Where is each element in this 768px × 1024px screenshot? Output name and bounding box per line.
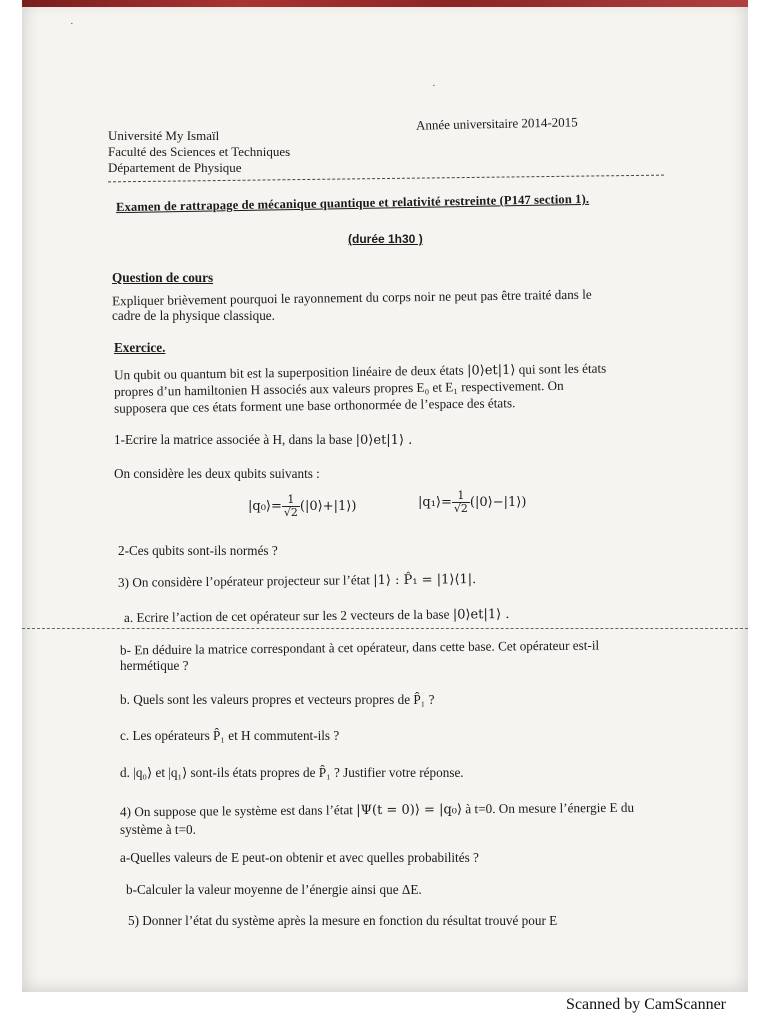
fraction-one-over-root2: $\frac{1}{√2}$ bbox=[283, 493, 298, 519]
question-3b-line2: hermétique ? bbox=[120, 658, 189, 673]
university-name: Université My Ismaïl bbox=[108, 128, 220, 143]
scan-speck: · bbox=[432, 80, 436, 92]
faculty-name: Faculté des Sciences et Techniques bbox=[108, 144, 291, 159]
exam-title: Examen de rattrapage de mécanique quantique et relativité restreinte (P147 section 1). bbox=[115, 191, 590, 215]
question-3a: a. Ecrire l’action de cet opérateur sur les 2 vecteurs de la base |0⟩et|1⟩ . bbox=[123, 606, 510, 626]
academic-year: Année universitaire 2014-2015 bbox=[415, 114, 578, 133]
question-1: 1-Ecrire la matrice associée à H, dans la base |0⟩et|1⟩ . bbox=[114, 432, 413, 448]
fold-line bbox=[22, 628, 748, 629]
scan-speck: · bbox=[70, 18, 74, 30]
qubit-q1-equation: |q₁⟩= $\frac{1}{√2}$ (|0⟩−|1⟩) bbox=[418, 489, 527, 515]
exercise-intro-line1: Un qubit ou quantum bit est la superposition linéaire de deux états |0⟩et|1⟩ qui sont les états bbox=[113, 360, 607, 383]
question-3c: c. Les opérateurs P̂₁ et H commutent-ils ? bbox=[120, 728, 340, 743]
exercise-intro-line3: supposera que ces états forment une base orthonormée de l’espace des états. bbox=[113, 395, 516, 416]
question-4-line2: système à t=0. bbox=[120, 822, 196, 837]
scanned-page bbox=[22, 0, 748, 992]
question-4-line1: 4) On suppose que le système est dans l’état |Ψ(t = 0)⟩ = |q₀⟩ à t=0. On mesure l’énergie E du bbox=[119, 799, 635, 820]
department-name: Département de Physique bbox=[108, 160, 242, 175]
question-4b: b-Calculer la valeur moyenne de l’énergie ainsi que ΔE. bbox=[126, 882, 422, 897]
question-3b-line1: b- En déduire la matrice correspondant à cet opérateur, dans cette base. Cet opérateur est-il bbox=[119, 637, 600, 658]
exercise-intro-line2: propres d’un hamiltonien H associés aux valeurs propres E₀ et E₁ respectivement. On bbox=[113, 377, 564, 400]
exam-duration: (durée 1h30 ) bbox=[348, 232, 423, 246]
course-question-heading: Question de cours bbox=[112, 270, 214, 285]
fraction-one-over-root2: $\frac{1}{√2}$ bbox=[453, 489, 468, 515]
qubit-q0-equation: |q₀⟩= $\frac{1}{√2}$ (|0⟩+|1⟩) bbox=[248, 493, 357, 519]
question-2: 2-Ces qubits sont-ils normés ? bbox=[118, 543, 278, 558]
page-top-edge bbox=[22, 0, 748, 7]
question-3b-second: b. Quels sont les valeurs propres et vecteurs propres de P̂₁ ? bbox=[120, 692, 435, 707]
question-3d: d. |q₀⟩ et |q₁⟩ sont-ils états propres de P̂₁ ? Justifier votre réponse. bbox=[120, 765, 464, 780]
consider-qubits: On considère les deux qubits suivants : bbox=[114, 466, 320, 481]
question-5: 5) Donner l’état du système après la mesure en fonction du résultat trouvé pour E bbox=[128, 913, 558, 928]
question-3: 3) On considère l’opérateur projecteur sur l’état |1⟩ : P̂₁ = |1⟩⟨1|. bbox=[117, 572, 477, 590]
course-question-line1: Expliquer brièvement pourquoi le rayonnement du corps noir ne peut pas être traité dans le bbox=[111, 286, 592, 309]
course-question-line2: cadre de la physique classique. bbox=[112, 308, 275, 323]
camscanner-watermark: Scanned by CamScanner bbox=[566, 996, 726, 1013]
exercise-heading: Exercice. bbox=[114, 340, 166, 355]
question-4a: a-Quelles valeurs de E peut-on obtenir et avec quelles probabilités ? bbox=[120, 850, 479, 865]
